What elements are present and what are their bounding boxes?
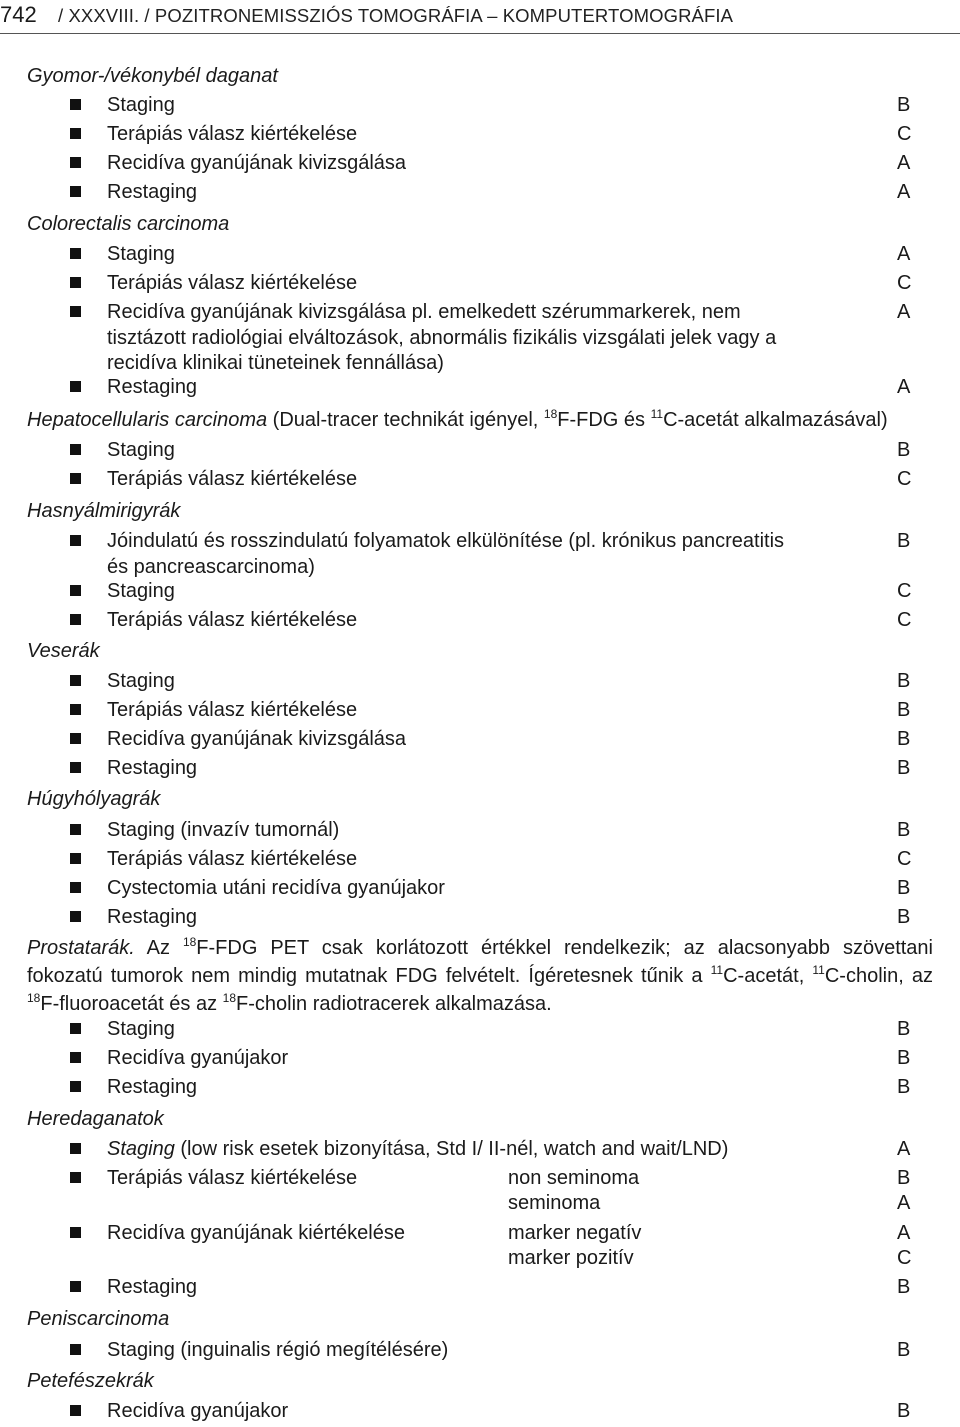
section-title-text: Hepatocellularis carcinoma [27,409,268,431]
item-label: Jóindulatú és rosszindulatú folyamatok elkülönítése (pl. krónikus pancreatitis és pancreascarcinoma) [107,530,785,578]
bullet-icon [70,444,81,455]
running-title: / XXXVIII. / POZITRONEMISSZIÓS TOMOGRÁFIA – KOMPUTERTOMOGRÁFIA [58,5,734,26]
item-label: Restaging [107,1076,198,1098]
section-title: Húgyhólyagrák [27,788,161,810]
paragraph-text: F-cholin radiotracerek alkalmazása. [236,993,552,1015]
item-label: Recidíva gyanújakor [107,1400,289,1422]
bullet-icon [70,535,81,546]
item-label: Terápiás válasz kiértékelése [107,468,358,490]
grade-value: B [897,906,911,928]
grade-value: A [897,1192,911,1214]
isotope-superscript: 18 [222,991,237,1005]
note-text: (Dual-tracer technikát igényel, [272,409,544,431]
bullet-icon [70,704,81,715]
grade-value: B [897,670,911,692]
section-title: Prostatarák. [27,937,135,959]
grade-value: B [897,877,911,899]
bullet-icon [70,277,81,288]
grade-value: A [897,243,911,265]
section-title: Veserák [27,640,100,662]
isotope-superscript: 18 [543,407,558,421]
grade-value: A [897,376,911,398]
bullet-icon [70,585,81,596]
grade-value: B [897,1076,911,1098]
item-label: Restaging [107,906,198,928]
bullet-icon [70,733,81,744]
item-label-italic: Staging [107,1138,175,1160]
bullet-icon [70,882,81,893]
grade-value: B [897,699,911,721]
item-label: Recidíva gyanújának kivizsgálása pl. emelkedett szérummarkerek, nem tisztázott radiológiai elváltozások, abnormális fizikális vizsgálati jelek vagy a recidíva klinikai tüneteinek fennállása) [107,301,777,374]
header-divider [0,33,960,34]
grade-value: B [897,1339,911,1361]
grade-value: A [897,181,911,203]
grade-value: A [897,1138,911,1160]
bullet-icon [70,853,81,864]
bullet-icon [70,1281,81,1292]
section-title: Hasnyálmirigyrák [27,500,181,522]
bullet-icon [70,1023,81,1034]
item-label: Restaging [107,1276,198,1298]
grade-value: B [897,94,911,116]
grade-value: B [897,728,911,750]
paragraph-text: F-FDG PET csak korlátozott értékkel rendelkezik; az alacsonyabb szövettani fokozatú tumorok nem mindig mutatnak FDG felvételt. Ígéretesnek tűnik a [27,937,933,987]
bullet-icon [70,1052,81,1063]
paragraph-text: F-fluoroacetát és az [40,993,223,1015]
item-label: Staging [107,580,175,602]
page-number: 742 [0,2,37,27]
bullet-icon [70,157,81,168]
grade-value: C [897,272,912,294]
section-title: Colorectalis carcinoma [27,213,230,235]
section-note [273,409,888,431]
bullet-icon [70,911,81,922]
item-label: Restaging [107,181,198,203]
paragraph-text: C-cholin, az [824,965,933,987]
item-label: Restaging [107,376,198,398]
item-label-rest: (low risk esetek bizonyítása, Std I/ II-nél, watch and wait/LND) [174,1138,729,1160]
section-title: Peniscarcinoma [27,1308,170,1330]
item-label: Terápiás válasz kiértékelése [107,272,358,294]
bullet-icon [70,675,81,686]
bullet-icon [70,614,81,625]
item-label [107,1137,728,1161]
paragraph-text: Az [134,937,183,959]
isotope-superscript: 18 [27,991,41,1005]
item-label: Staging [107,670,175,692]
grade-value: B [897,530,911,552]
bullet-icon [70,1227,81,1238]
section-title: Gyomor-/vékonybél daganat [27,65,278,87]
paragraph-text: C-acetát, [723,965,813,987]
bullet-icon [70,1143,81,1154]
isotope-superscript: 11 [650,407,664,421]
item-label: Recidíva gyanújának kiértékelése [107,1222,405,1244]
bullet-icon [70,128,81,139]
section-title: Heredaganatok [27,1108,164,1130]
bullet-icon [70,762,81,773]
item-label: Staging [107,243,175,265]
sub-condition: marker negatív [508,1222,642,1244]
bullet-icon [70,1081,81,1092]
grade-value: C [897,609,912,631]
grade-value: C [897,468,912,490]
item-label: Staging [107,1018,175,1040]
item-label: Terápiás válasz kiértékelése [107,609,358,631]
bullet-icon [70,824,81,835]
sub-condition: non seminoma [508,1167,640,1189]
isotope-superscript: 18 [182,935,197,949]
item-label: Staging (invazív tumornál) [107,819,340,841]
bullet-icon [70,248,81,259]
grade-value: A [897,301,911,323]
prostate-paragraph [27,934,933,1018]
bullet-icon [70,306,81,317]
bullet-icon [70,1405,81,1416]
item-label: Restaging [107,757,198,779]
grade-value: A [897,152,911,174]
section-title [27,408,888,432]
sub-condition: marker pozitív [508,1247,634,1269]
grade-value: B [897,757,911,779]
item-label: Staging (inguinalis régió megítélésére) [107,1339,449,1361]
grade-value: B [897,1018,911,1040]
item-label: Recidíva gyanújának kivizsgálása [107,152,407,174]
isotope-superscript: 11 [710,963,724,977]
bullet-icon [70,186,81,197]
grade-value: A [897,1222,911,1244]
note-text: C-acetát alkalmazásával) [663,409,888,431]
section-title: Petefészekrák [27,1370,154,1392]
item-label: Recidíva gyanújakor [107,1047,289,1069]
grade-value: B [897,439,911,461]
bullet-icon [70,473,81,484]
bullet-icon [70,381,81,392]
item-label: Staging [107,94,175,116]
isotope-superscript: 11 [812,963,825,977]
item-label: Cystectomia utáni recidíva gyanújakor [107,877,445,899]
grade-value: B [897,1047,911,1069]
item-label: Terápiás válasz kiértékelése [107,1167,358,1189]
grade-value: C [897,123,912,145]
grade-value: C [897,848,912,870]
item-label: Recidíva gyanújának kivizsgálása [107,728,407,750]
bullet-icon [70,1344,81,1355]
item-label: Staging [107,439,175,461]
sub-condition: seminoma [508,1192,601,1214]
grade-value: B [897,1276,911,1298]
page-header [0,0,960,34]
item-label: Terápiás válasz kiértékelése [107,123,358,145]
grade-value: C [897,580,912,602]
item-label: Terápiás válasz kiértékelése [107,848,358,870]
grade-value: B [897,1400,911,1422]
grade-value: C [897,1247,912,1269]
grade-value: B [897,1167,911,1189]
bullet-icon [70,99,81,110]
grade-value: B [897,819,911,841]
note-text: F-FDG és [557,409,651,431]
bullet-icon [70,1172,81,1183]
item-label: Terápiás válasz kiértékelése [107,699,358,721]
